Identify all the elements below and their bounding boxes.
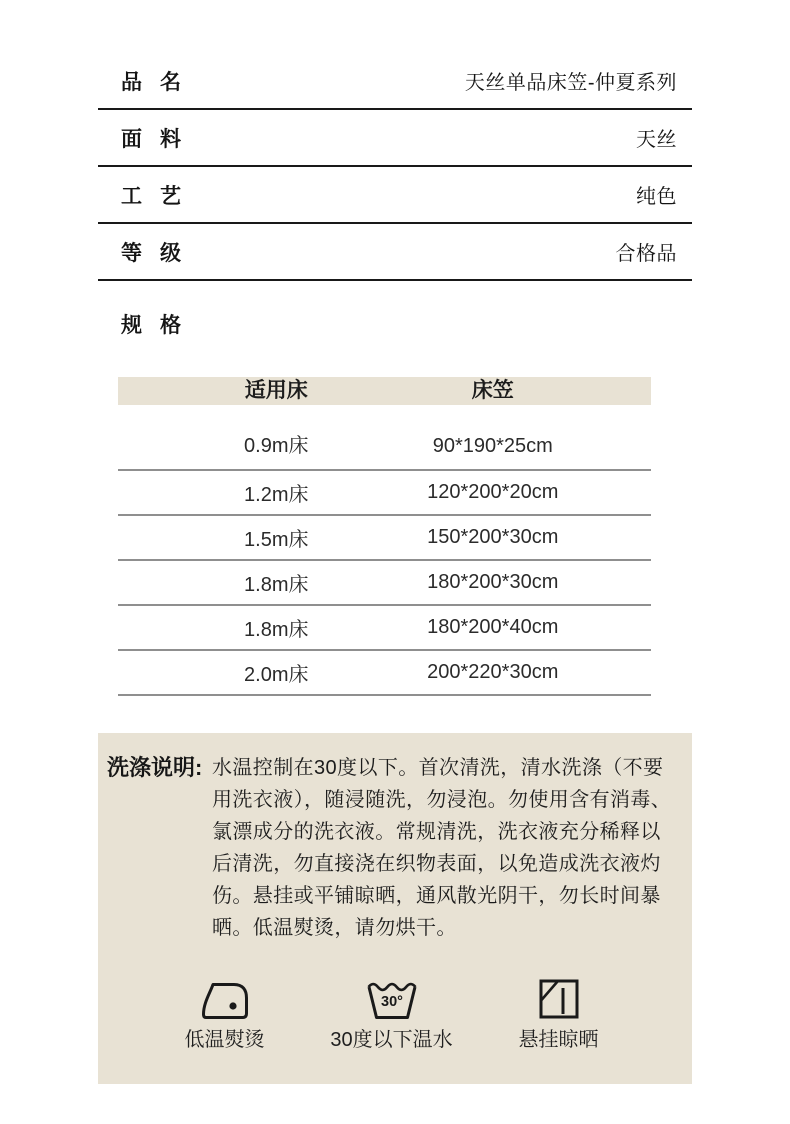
size-table-header (118, 377, 651, 405)
size-table (118, 377, 651, 696)
iron-icon (200, 977, 250, 1021)
care-text-line: 氯漂成分的洗衣液。常规清洗，洗衣液充分稀释以 (212, 821, 661, 843)
care-item-hang-dry (475, 977, 642, 1053)
size-cell-dimensions: 180*200*40cm (427, 616, 559, 638)
care-item-label: 悬挂晾晒 (518, 1029, 599, 1051)
size-cell-bed: 1.8m床 (244, 574, 309, 596)
wash-basin-icon (366, 977, 418, 1021)
size-cell-dimensions: 120*200*20cm (427, 481, 559, 503)
spec-label: 工艺 (121, 184, 199, 208)
care-item-label: 30度以下温水 (330, 1029, 453, 1051)
care-panel (98, 733, 692, 1084)
size-cell-bed: 2.0m床 (244, 664, 309, 686)
care-item-label: 低温熨烫 (184, 1029, 265, 1051)
size-cell-dimensions: 200*220*30cm (427, 661, 559, 683)
spec-value: 天丝 (636, 129, 677, 151)
spec-value: 合格品 (615, 243, 677, 265)
spec-row-fabric (98, 110, 692, 167)
wash-temp-glyph: 30° (380, 994, 403, 1010)
hang-dry-icon (537, 977, 581, 1021)
care-text-line: 晒。低温熨烫，请勿烘干。 (212, 917, 457, 939)
spec-row-craft (98, 167, 692, 224)
care-icons-row (107, 977, 676, 1053)
spec-label: 面料 (121, 127, 199, 151)
care-instructions-label: 洗涤说明: (107, 755, 203, 780)
size-cell-bed: 1.8m床 (244, 619, 309, 641)
size-row (118, 516, 651, 561)
care-item-wash-temp (308, 977, 475, 1053)
care-instructions (107, 752, 676, 944)
spec-label: 等级 (121, 241, 199, 265)
care-item-iron (141, 977, 308, 1053)
size-cell-bed: 1.5m床 (244, 529, 309, 551)
size-cell-bed: 1.2m床 (244, 484, 309, 506)
product-spec-sheet (98, 0, 692, 1084)
spec-value: 天丝单品床笠-仲夏系列 (464, 72, 677, 94)
care-instructions-text (212, 752, 671, 944)
care-text-line: 水温控制在30度以下。首次清洗，清水洗涤（不要 (212, 757, 664, 779)
size-row (118, 651, 651, 696)
care-text-line: 用洗衣液），随浸随洗，勿浸泡。勿使用含有消毒、 (212, 789, 672, 811)
spec-list (98, 0, 692, 281)
size-row (118, 606, 651, 651)
size-cell-dimensions: 90*190*25cm (432, 435, 553, 457)
spec-row-product-name (98, 53, 692, 110)
care-text-line: 后清洗，勿直接浇在织物表面，以免造成洗衣液灼 (212, 853, 661, 875)
size-col-sheet: 床笠 (471, 379, 514, 402)
size-row (118, 471, 651, 516)
size-row (118, 405, 651, 471)
spec-row-grade (98, 224, 692, 281)
size-cell-bed: 0.9m床 (244, 435, 309, 457)
size-row (118, 561, 651, 606)
size-section-title: 规格 (121, 314, 199, 337)
spec-value: 纯色 (636, 186, 677, 208)
size-col-bed: 适用床 (244, 379, 308, 402)
size-cell-dimensions: 150*200*30cm (427, 526, 559, 548)
size-cell-dimensions: 180*200*30cm (427, 571, 559, 593)
care-text-line: 伤。悬挂或平铺晾晒，通风散光阴干，勿长时间暴 (212, 885, 661, 907)
spec-label: 品名 (121, 70, 199, 94)
